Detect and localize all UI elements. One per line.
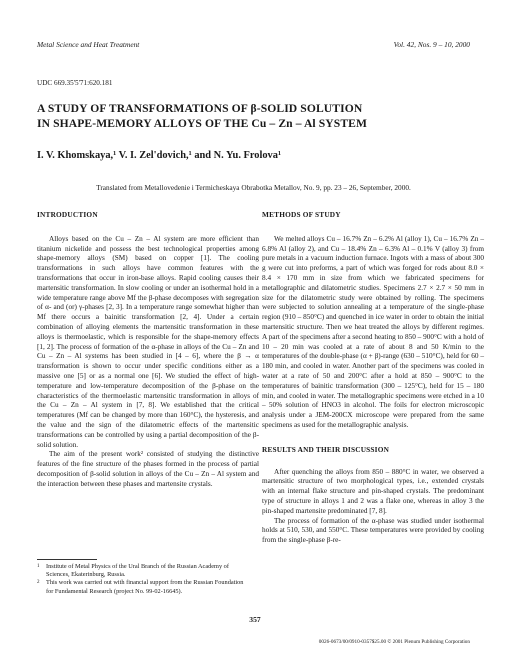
footnote-mark: 2 [37,580,40,586]
title-line-2: IN SHAPE-MEMORY ALLOYS OF THE Cu – Zn – Al SYSTEM [37,117,368,130]
volume-info: Vol. 42, Nos. 9 – 10, 2000 [393,40,470,49]
footnote-text: Institute of Metal Physics of the Ural Branch of the Russian Academy of Sciences, Ekaterinburg, Russia. [46,563,229,579]
results-paragraph-1: After quenching the alloys from 850 – 880°C in water, we observed a martensitic structure of two morphological types, i.e., extended crystals with an internal flake structure and pin-shaped crystals. The predominant type of structure in alloys 1 and 2 was a flake one, whereas in alloy 3 the pin-shaped martensite predominated [7, 8]. [262,467,484,515]
section-heading-results: RESULTS AND THEIR DISCUSSION [262,444,390,454]
author-list: I. V. Khomskaya,¹ V. I. Zel'dovich,¹ and N. Yu. Frolova¹ [37,150,282,161]
left-column [37,210,259,490]
results-paragraph-2: The process of formation of the α-phase was studied under isothermal holds at 510, 530, and 550°C. These temperatures were provided by cooling from the single-phase β-re- [262,516,484,545]
footnote [37,579,252,595]
introduction-paragraph-1: Alloys based on the Cu – Zn – Al system are more efficient than titanium nickelide and possess the best technological properties among shape-memory alloys (SM) based on copper [1]. The cooling transformations in such alloys have common features with the transformations that occur in iron-base alloys. Rapid cooling causes their martensitic transformation. In slow cooling or under an isothermal hold in a wide temperature range above Mf the β-phase decomposes with segregation of α- and (or) γ-phases [2, 3]. In a temperature range somewhat higher than Mf there occurs a bainitic transformation [2, 4]. Under a certain combination of alloying elements the martensitic transformation in these alloys is thermoelastic, which is responsible for the shape-memory effects [1, 2]. The process of formation of the α-phase in alloys of the Cu – Zn and Cu – Zn – Al systems has been studied in [4 – 6], where the β → α transformation is shown to occur under specific conditions either as a massive one [5] or as a normal one [6]. We studied the effect of high-temperature and low-temperature decomposition of the β-phase on the characteristics of the thermoelastic martensitic transformation in alloys of the Cu – Zn – Al system in [7, 8]. We established that the critical temperatures (Mf can be changed by more than 160°C), the hysteresis, and the value and the sign of the dilatometric effects of the martensitic transformations can be controlled by using a partial decomposition of the β-solid solution. [37,234,259,449]
running-head [37,40,470,49]
page-number: 357 [249,615,261,624]
footnote-mark: 1 [37,564,40,569]
footnotes [37,563,252,596]
footnote [37,563,252,579]
copyright-line: 0026-0673/00/0910-0357$25.00 © 2001 Plenum Publishing Corporation [318,639,470,645]
udc-code: UDC 669.35'5'71:620.181 [37,79,113,87]
footnote-rule [37,559,97,560]
introduction-paragraph-2: The aim of the present work² consisted of studying the distinctive features of the fine structure of the phases formed in the process of partial decomposition of β-solid solution in alloys of the Cu – Zn – Al system and the interaction between these phases and martensite crystals. [37,450,259,488]
journal-name: Metal Science and Heat Treatment [37,40,140,49]
title-line-1: A STUDY OF TRANSFORMATIONS OF β-SOLID SOLUTION [37,102,363,115]
section-heading-introduction: INTRODUCTION [37,210,98,219]
right-column [262,210,484,546]
footnote-text: This work was carried out with financial support from the Russian Foundation for Fundamental Research (project No. 99-02-16645). [46,579,244,595]
methods-paragraph: We melted alloys Cu – 16.7% Zn – 6.2% Al (alloy 1), Cu – 16.7% Zn – 6.8% Al (alloy 2), and Cu – 18.4% Zn – 6.3% Al – 0.1% V (alloy 3) from pure metals in a vacuum induction furnace. Ingots with a mass of about 300 g were cut into preforms, a part of which was forged for rods about 8.0 × 8.4 × 170 mm in size from which we fabricated specimens for metallographic and dilatometric studies. Specimens 2.7 × 2.7 × 50 mm in size for the dilatometric study were obtained by rolling. The specimens were subjected to solution annealing at a temperature of the single-phase region (910 – 850°C) and quenched in ice water in order to obtain the initial martensitic structure. Then we heat treated the alloys by different regimes. A part of the specimens after a second heating to 850 – 900°C with a hold of 10 – 20 min was cooled at a rate of about 8 and 50 K/min to the temperatures of the double-phase (α + β)-range (630 – 510°C), held for 60 – 180 min, and cooled in water. Another part of the specimens was cooled in water at a rate of 50 and 200°C after a hold at 850 – 900°C to the temperatures of bainitic transformation (300 – 125°C), held for 15 – 180 min, and cooled in water. The metallographic specimens were etched in a 10 – 50% solution of HNO3 in alcohol. The foils for electron microscopic analysis under a JEM-200CX microscope were prepared from the same specimens as used for the metallographic analysis. [262,234,484,429]
article-title [37,101,480,131]
translation-note: Translated from Metallovedenie i Termicheskaya Obrabotka Metallov, No. 9, pp. 23 – 26, September, 2000. [96,183,411,192]
section-heading-methods: METHODS OF STUDY [262,210,341,219]
